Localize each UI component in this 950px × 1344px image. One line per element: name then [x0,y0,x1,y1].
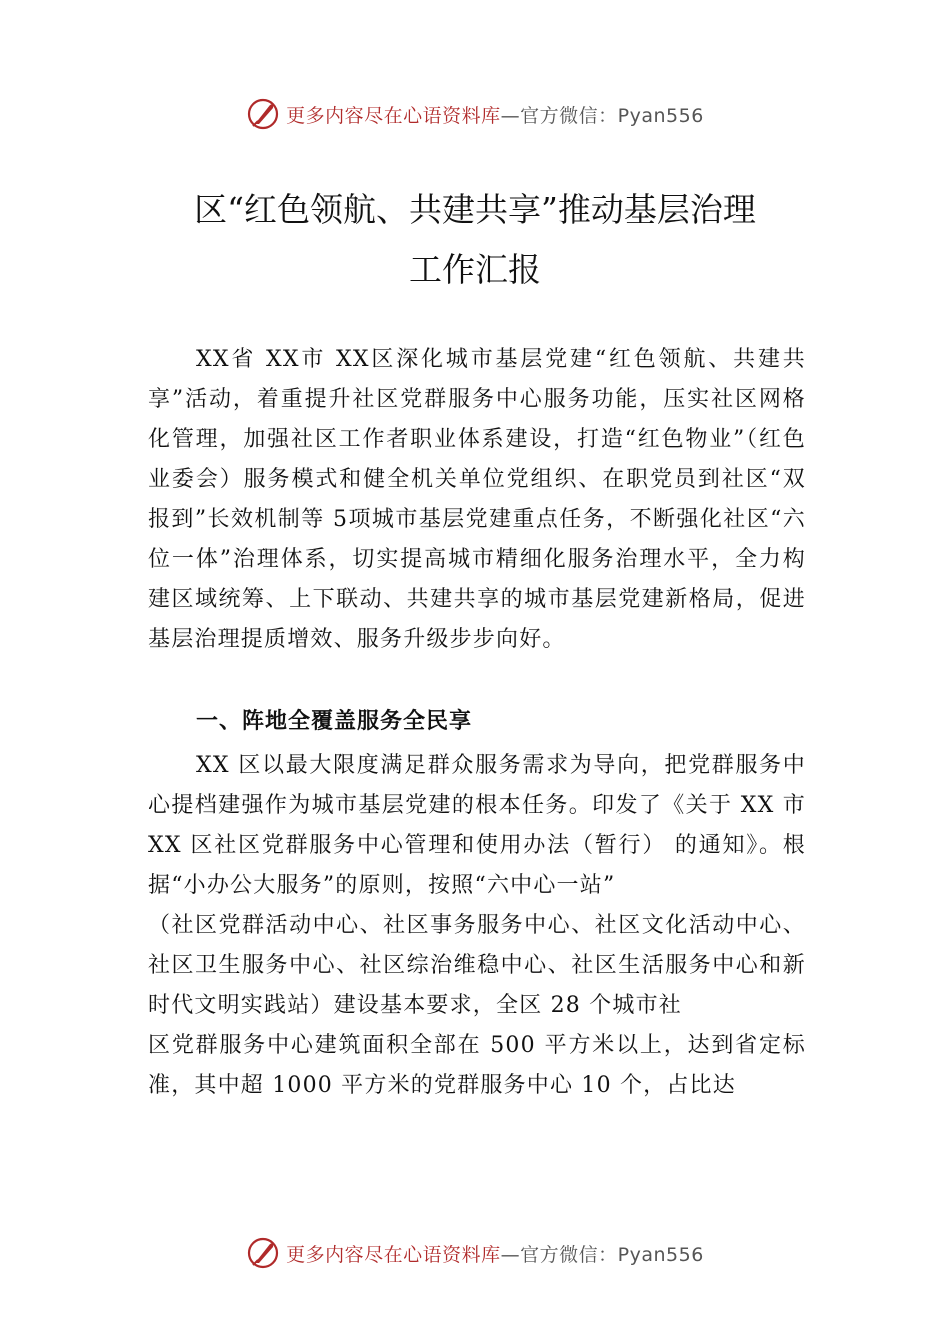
banner-brand-text: 更多内容尽在心语资料库 [286,1243,501,1266]
body-section-1 [148,340,806,660]
banner-text [286,101,704,128]
banner-wechat-text: —官方微信：Pyan556 [500,1243,704,1266]
footer-banner [0,1233,950,1273]
banner-wechat-text: —官方微信：Pyan556 [500,104,704,127]
banner-brand-text: 更多内容尽在心语资料库 [286,104,501,127]
banner-text [286,1240,704,1267]
quill-pen-logo-icon [246,97,280,131]
quill-pen-logo-icon [246,1236,280,1270]
paragraph-intro: XX省 XX市 XX区深化城市基层党建“红色领航、共建共享”活动，着重提升社区党群服务中心服务功能，压实社区网格化管理，加强社区工作者职业体系建设，打造“红色物业”（红色业委会）服务模式和健全机关单位党组织、在职党员到社区“双报到”长效机制等 5项城市基层党建重点任务，不断强化社区“六位一体”治理体系，切实提高城市精细化服务治理水平，全力构建区域统筹、上下联动、共建共享的城市基层党建新格局，促进基层治理提质增效、服务升级步步向好。 [148,347,806,652]
paragraph-2-part-1: XX 区以最大限度满足群众服务需求为导向，把党群服务中心提档建强作为城市基层党建的根本任务。印发了《关于 XX 市 XX 区社区党群服务中心管理和使用办法（暂行） 的通知》。根据“小办公大服务”的原则，按照“六中心一站” [148,753,806,898]
document-title-line-2: 工作汇报 [409,250,541,289]
paragraph-2-part-3: 区党群服务中心建筑面积全部在 500 平方米以上，达到省定标准，其中超 1000 平方米的党群服务中心 10 个，占比达 [148,1033,806,1098]
body-section-2 [148,746,806,1106]
paragraph-2-part-2: （社区党群活动中心、社区事务服务中心、社区文化活动中心、社区卫生服务中心、社区综治维稳中心、社区生活服务中心和新时代文明实践站）建设基本要求，全区 28 个城市社 [148,913,806,1018]
header-banner [0,94,950,134]
document-title-line-1: 区“红色领航、共建共享”推动基层治理 [194,190,756,229]
section-heading-1: 一、阵地全覆盖服务全民享 [196,709,473,734]
